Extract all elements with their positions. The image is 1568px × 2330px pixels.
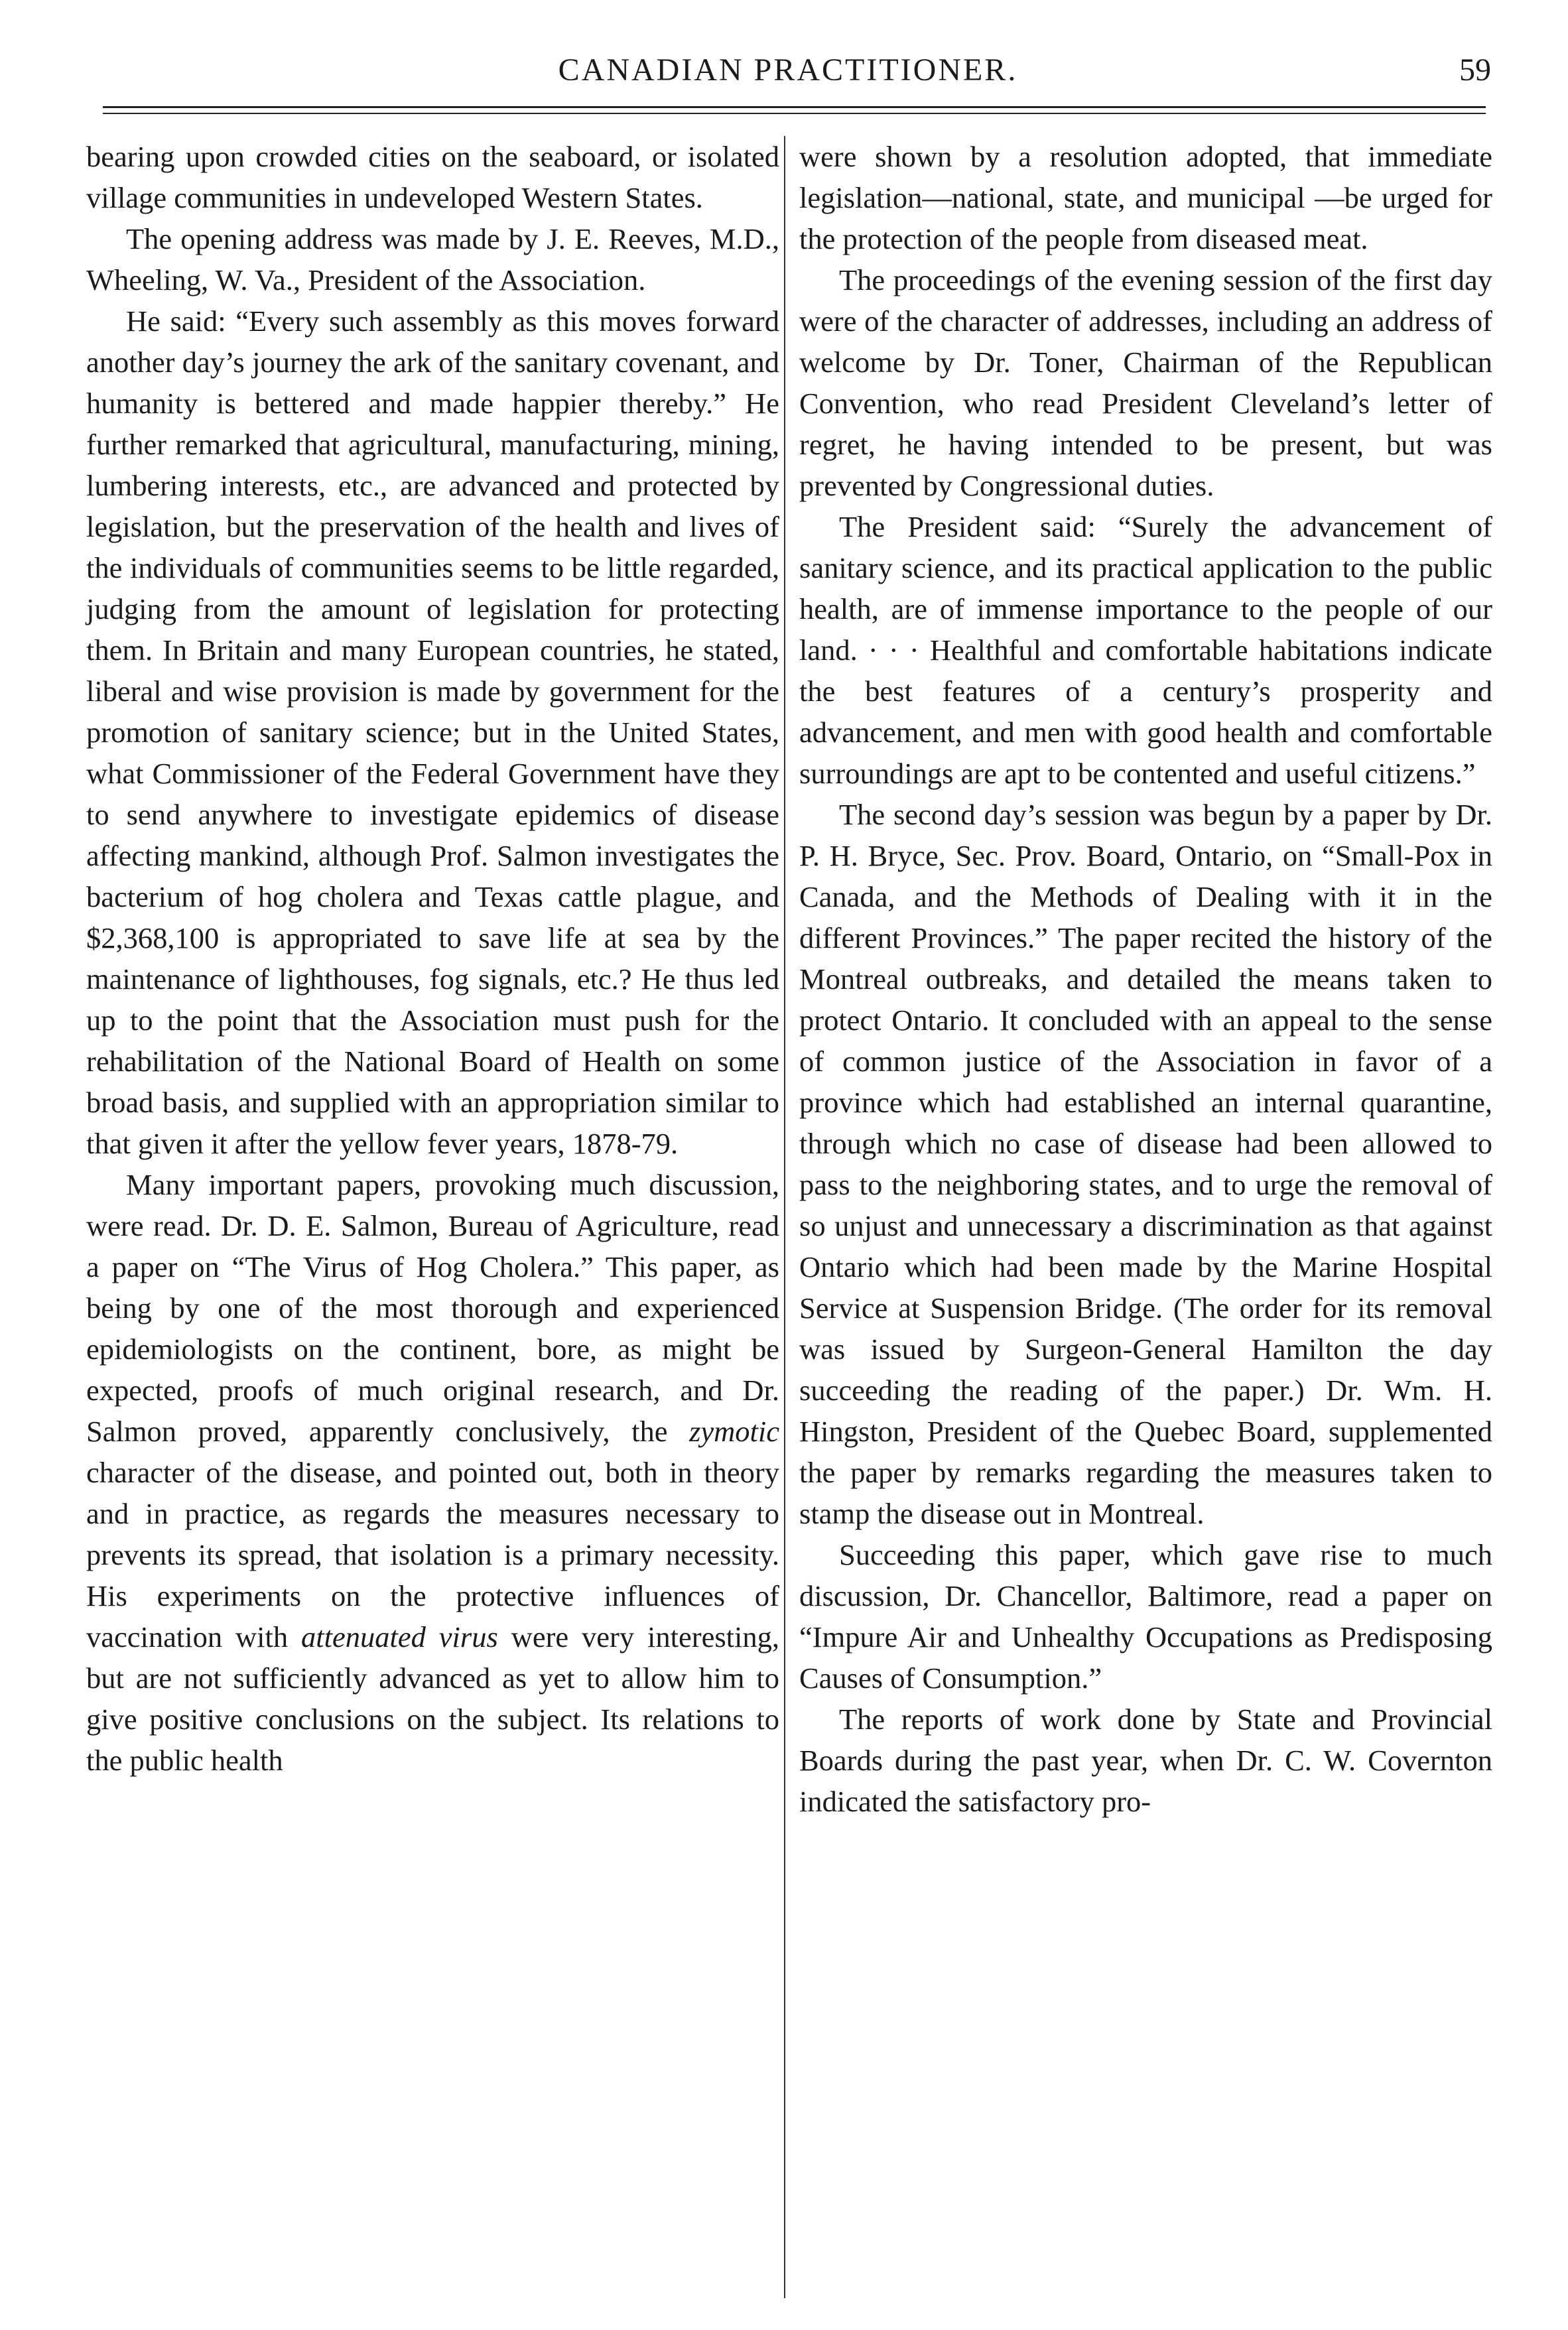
- running-header: [85, 52, 1491, 98]
- paragraph-second-day: The second day’s session was begun by a paper by Dr. P. H. Bryce, Sec. Prov. Board, Ontario, on “Small-Pox in Canada, and the Methods of Dealing with it in the different Provinces.” The paper recited the history of the Montreal outbreaks, and detailed the means taken to protect Ontario. It concluded with an appeal to the sense of common justice of the Association in favor of a province which had established an internal quarantine, through which no case of disease had been allowed to pass to the neighboring states, and to urge the removal of so unjust and unnecessary a discrimination as that against Ontario which had been made by the Marine Hospital Service at Suspension Bridge. (The order for its removal was issued by Surgeon-General Hamilton the day succeeding the reading of the paper.) Dr. Wm. H. Hingston, President of the Quebec Board, supplemented the paper by remarks regarding the measures taken to stamp the disease out in Montreal.: [799, 798, 1492, 1530]
- paragraph-text: character of the disease, and pointed out, both in theory and in practice, as regards the measures necessary to prevents its spread, that isolation is a primary necessity. His experiments on the protective influences of vaccination with: [86, 1456, 779, 1653]
- paragraph-text: Many important papers, provoking much discussion, were read. Dr. D. E. Salmon, Bureau of Agriculture, read a paper on “The Virus of Hog Cholera.” This paper, as being by one of the most thorough and experienced epidemiologists on the continent, bore, as might be expected, proofs of much original research, and Dr. Salmon proved, apparently conclusively, the: [86, 1168, 779, 1448]
- left-column: [86, 136, 779, 1781]
- italic-term: attenuated virus: [301, 1620, 498, 1653]
- paragraph-evening-session: The proceedings of the evening session of the first day were of the character of addresses, including an address of welcome by Dr. Toner, Chairman of the Republican Convention, who read President Cleveland’s letter of regret, he having intended to be present, but was prevented by Congressional duties.: [799, 263, 1492, 502]
- page-number: 59: [1459, 52, 1491, 88]
- paragraph-continued: bearing upon crowded cities on the seaboard, or isolated village communities in undeveloped Western States.: [86, 140, 779, 214]
- paragraph-president-said: The President said: “Surely the advancement of sanitary science, and its practical application to the public health, are of immense importance to the people of our land. · · · Healthful and comfortable habitations indicate the best features of a century’s prosperity and advancement, and men with good health and comfortable surroundings are apt to be contented and useful citizens.”: [799, 510, 1492, 790]
- italic-term: zymotic: [689, 1415, 780, 1448]
- paragraph-text: were very interesting, but are not sufficiently advanced as yet to allow him to give positive conclusions on the subject. Its relations to the public health: [86, 1620, 779, 1777]
- paragraph-president-remarks: He said: “Every such assembly as this moves forward another day’s journey the ark of the sanitary covenant, and humanity is bettered and made happier thereby.” He further remarked that agricultural, manufacturing, mining, lumbering interests, etc., are advanced and protected by legislation, but the preservation of the health and lives of the individuals of communities seems to be little regarded, judging from the amount of legislation for protecting them. In Britain and many European countries, he stated, liberal and wise provision is made by government for the promotion of sanitary science; but in the United States, what Commissioner of the Federal Government have they to send anywhere to investigate epidemics of disease affecting mankind, although Prof. Salmon investigates the bacterium of hog cholera and Texas cattle plague, and $2,368,100 is appropriated to save life at sea by the maintenance of lighthouses, fog signals, etc.? He thus led up to the point that the Association must push for the rehabilitation of the National Board of Health on some broad basis, and supplied with an appropriation similar to that given it after the yellow fever years, 1878-79.: [86, 304, 779, 1160]
- header-rule-top: [103, 106, 1486, 108]
- paragraph-opening-address: The opening address was made by J. E. Reeves, M.D., Wheeling, W. Va., President of the Association.: [86, 222, 779, 296]
- paragraph-succeeding-paper: Succeeding this paper, which gave rise to much discussion, Dr. Chancellor, Baltimore, read a paper on “Impure Air and Unhealthy Occupations as Predisposing Causes of Consumption.”: [799, 1538, 1492, 1695]
- paragraph-papers-read: [86, 1164, 779, 1781]
- paragraph-continued: were shown by a resolution adopted, that immediate legislation—national, state, and municipal —be urged for the protection of the people from diseased meat.: [799, 140, 1492, 255]
- right-column: [799, 136, 1492, 1822]
- header-rule-bottom: [103, 113, 1486, 114]
- column-divider: [784, 136, 785, 2298]
- paragraph-reports: The reports of work done by State and Provincial Boards during the past year, when Dr. C. W. Covernton indicated the satisfactory pro-: [799, 1703, 1492, 1818]
- journal-title: CANADIAN PRACTITIONER.: [558, 52, 1018, 88]
